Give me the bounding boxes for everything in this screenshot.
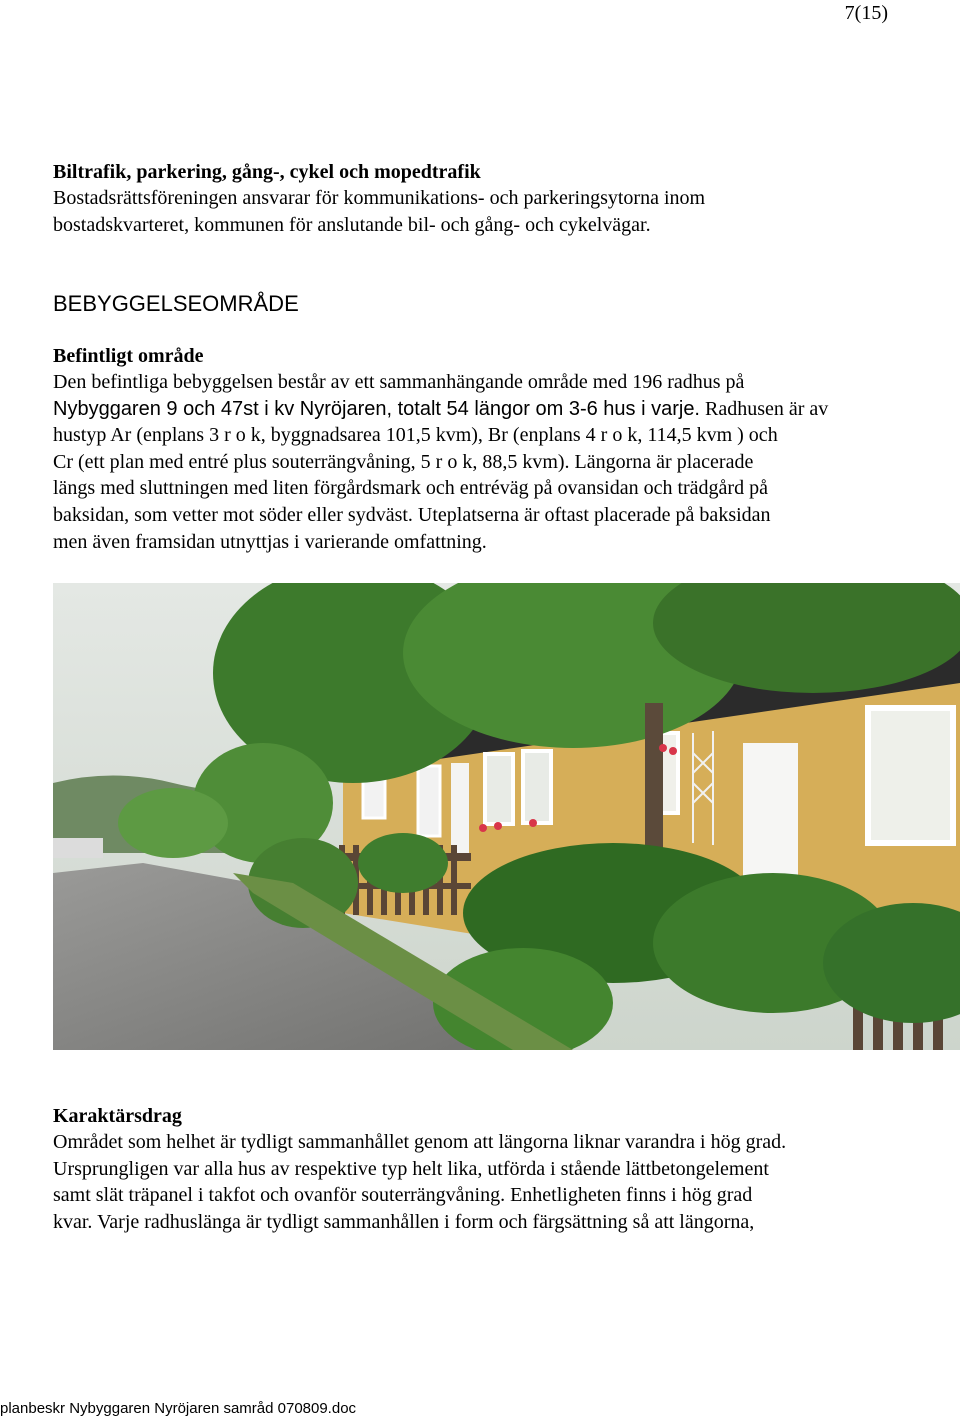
paragraph-line: men även framsidan utnyttjas i varierande omfattning. xyxy=(53,530,487,553)
section-title: BEBYGGELSEOMRÅDE xyxy=(53,291,299,316)
section-settlement xyxy=(53,290,913,318)
paragraph-span-serif: Radhusen är av xyxy=(700,397,829,420)
section-heading: Karaktärsdrag xyxy=(53,1105,182,1127)
paragraph-line: Den befintliga bebyggelsen består av ett sammanhängande område med 196 radhus på xyxy=(53,371,745,393)
section-traffic xyxy=(53,159,913,238)
paragraph-line: Området som helhet är tydligt sammanhållet genom att längorna liknar varandra i hög grad. xyxy=(53,1131,787,1153)
subheading: Befintligt område xyxy=(53,345,204,367)
row-houses-photo xyxy=(53,583,960,1050)
paragraph-line: hustyp Ar (enplans 3 r o k, byggnadsarea 101,5 kvm), Br (enplans 4 r o k, 114,5 kvm ) och xyxy=(53,424,778,447)
photo-illustration xyxy=(53,583,960,1050)
paragraph-span-sans: Nybyggaren 9 och 47st i kv Nyröjaren, totalt 54 längor om 3-6 hus i varje. xyxy=(53,397,700,420)
paragraph-line-mixed xyxy=(53,396,913,423)
section-existing-area xyxy=(53,343,913,555)
paragraph-line: kvar. Varje radhuslänga är tydligt sammanhållen i form och färgsättning så att längorna, xyxy=(53,1210,755,1233)
section-character xyxy=(53,1103,913,1235)
paragraph-line: längs med sluttningen med liten förgårdsmark och entréväg på ovansidan och trädgård på xyxy=(53,477,768,500)
paragraph-line: samt slät träpanel i takfot och ovanför souterrängvåning. Enhetligheten finns i hög grad xyxy=(53,1184,753,1207)
footer-filename: planbeskr Nybyggaren Nyröjaren samråd 070809.doc xyxy=(0,1400,357,1417)
paragraph-line: baksidan, som vetter mot söder eller sydväst. Uteplatserna är oftast placerade på baksidan xyxy=(53,503,771,526)
section-heading: Biltrafik, parkering, gång-, cykel och mopedtrafik xyxy=(53,161,481,183)
paragraph-line: Bostadsrättsföreningen ansvarar för kommunikations- och parkeringsytorna inom xyxy=(53,187,706,209)
page-number: 7(15) xyxy=(844,2,888,24)
paragraph-line: bostadskvarteret, kommunen för anslutande bil- och gång- och cykelvägar. xyxy=(53,213,651,236)
paragraph-line: Cr (ett plan med entré plus souterrängvåning, 5 r o k, 88,5 kvm). Längorna är placerade xyxy=(53,450,754,473)
paragraph-line: Ursprungligen var alla hus av respektive typ helt lika, utförda i stående lättbetongelement xyxy=(53,1157,769,1180)
